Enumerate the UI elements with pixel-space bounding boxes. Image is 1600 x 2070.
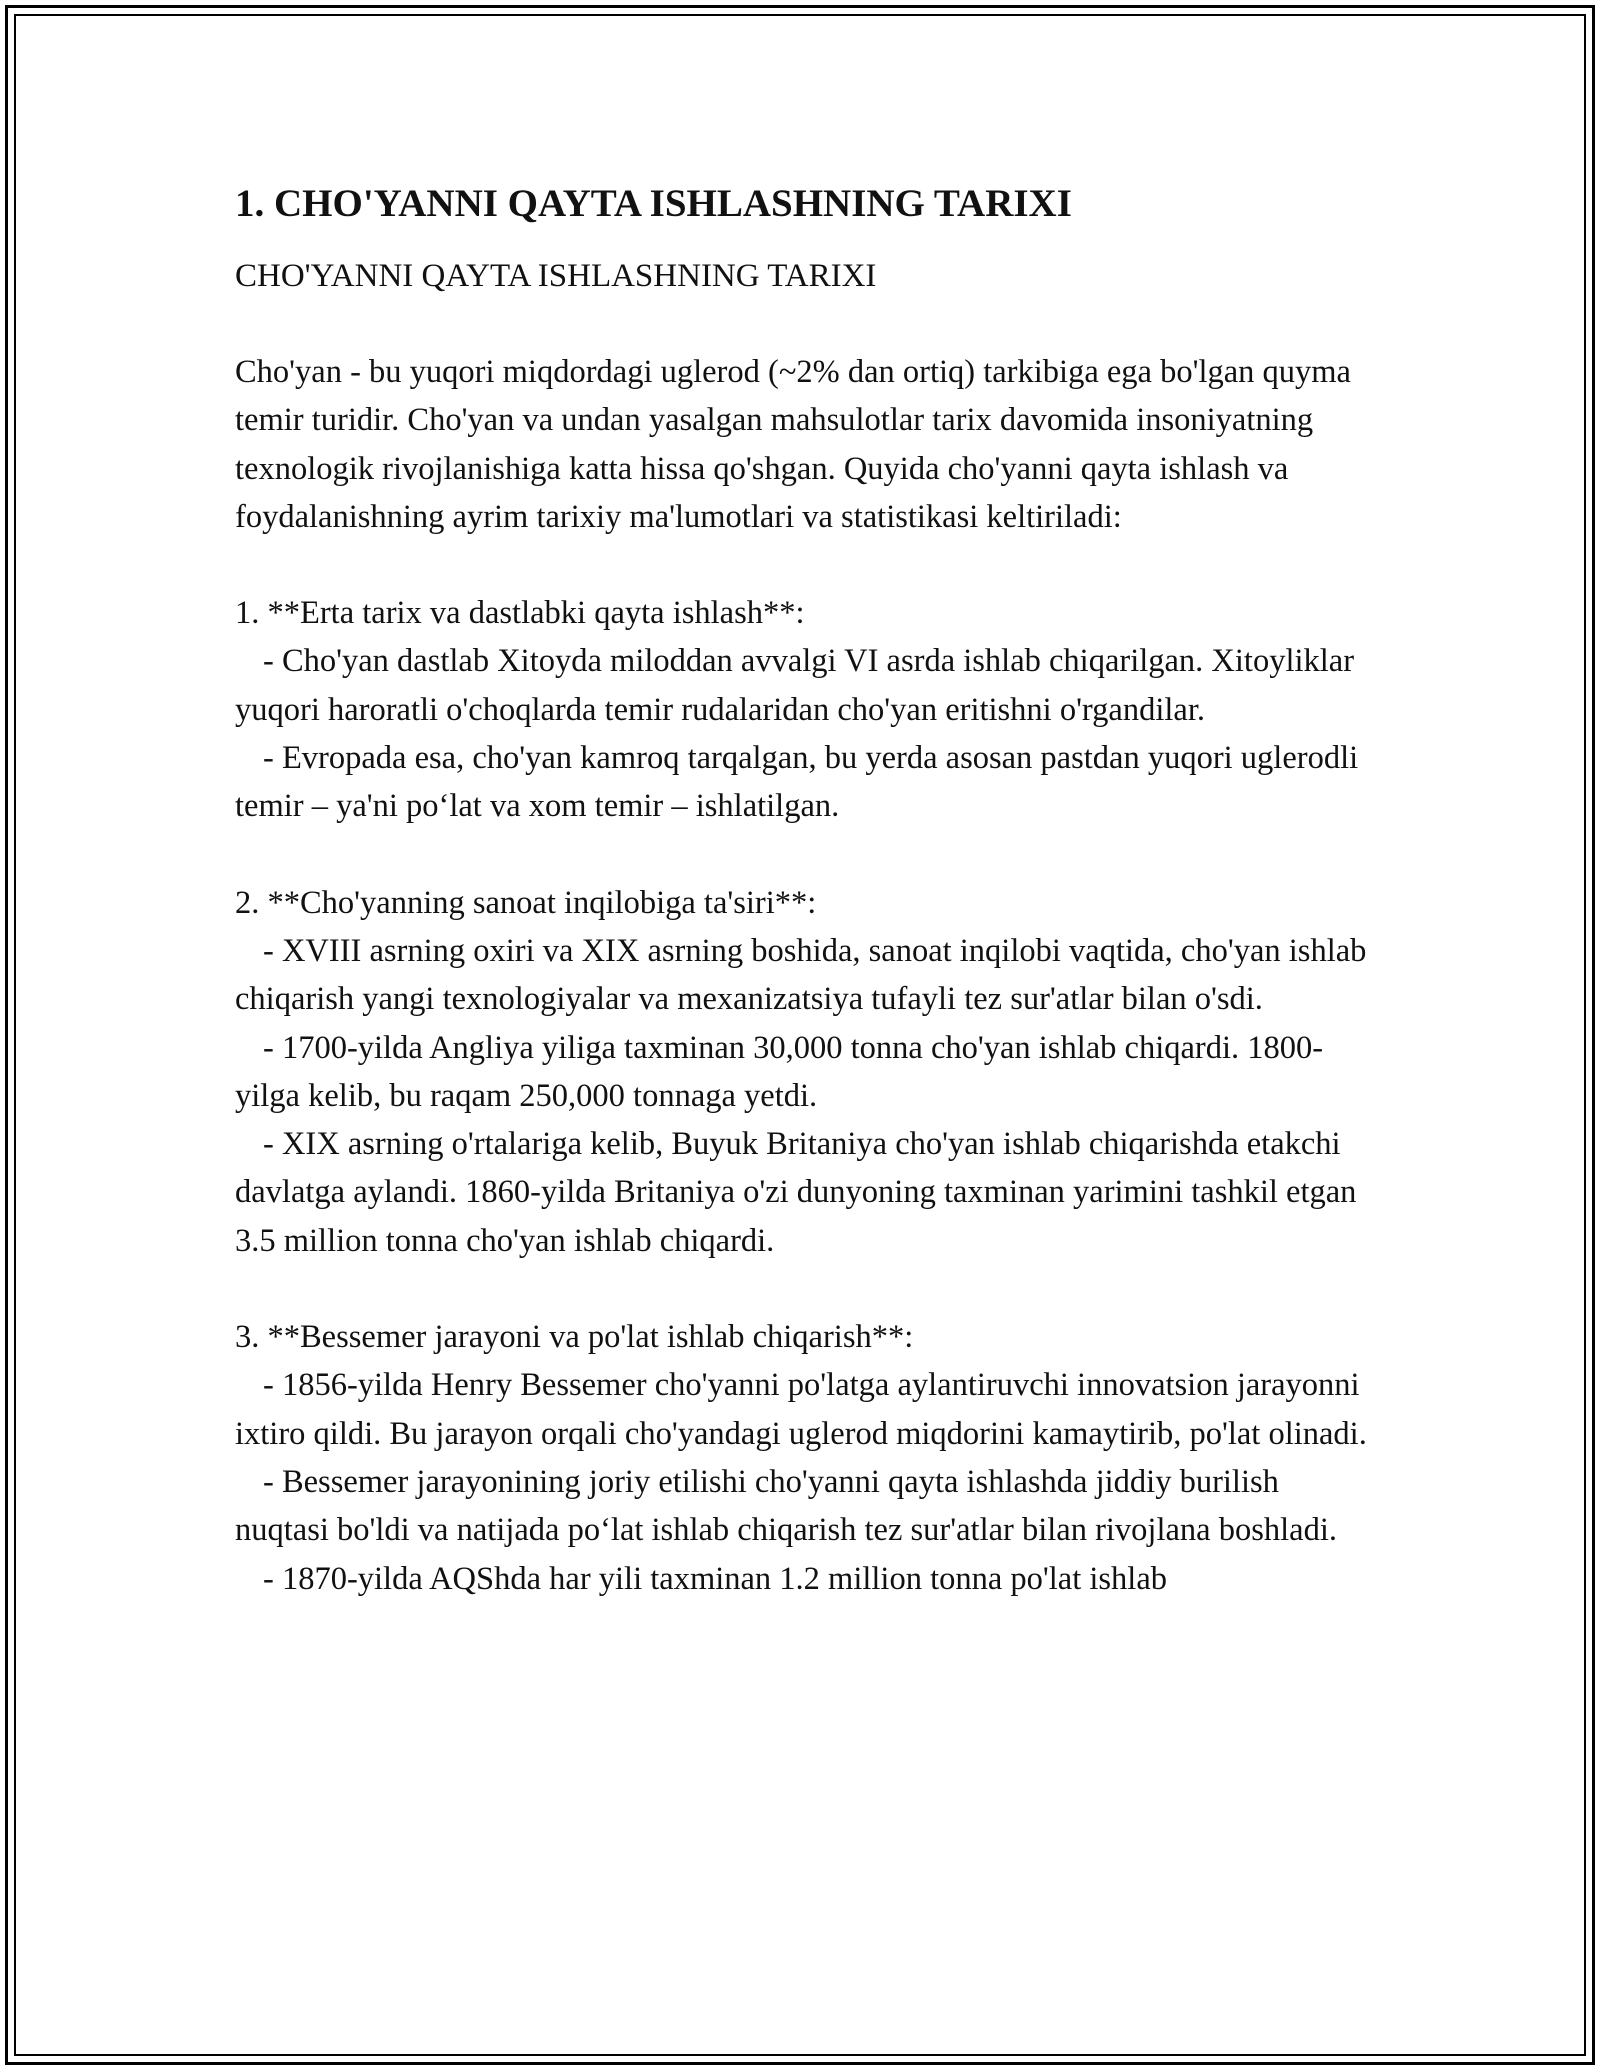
list-item: - 1870-yilda AQShda har yili taxminan 1.2 million tonna po'lat ishlab <box>263 1560 1168 1597</box>
list-item: - XVIII asrning oxiri va XIX asrning boshida, sanoat inqilobi vaqtida, cho'yan ishlab chiqarish yangi texnologiyalar va mexanizatsiya tufayli tez sur'atlar bilan o'sdi. <box>235 932 1367 1018</box>
section-heading: 2. **Cho'yanning sanoat inqilobiga ta'siri**: <box>235 884 817 921</box>
list-item: - 1856-yilda Henry Bessemer cho'yanni po'latga aylantiruvchi innovatsion jarayonni ixtiro qildi. Bu jarayon orqali cho'yandagi uglerod miqdorini kamaytirib, po'lat olinadi. <box>235 1367 1367 1452</box>
section-heading: 1. **Erta tarix va dastlabki qayta ishlash**: <box>235 595 805 632</box>
list-item: - Evropada esa, cho'yan kamroq tarqalgan, bu yerda asosan pastdan yuqori uglerodli temir – ya'ni po‘lat va xom temir – ishlatilgan. <box>235 740 1359 825</box>
section-industrial-revolution <box>235 879 1375 1265</box>
list-item: - 1700-yilda Angliya yiliga taxminan 30,000 tonna cho'yan ishlab chiqardi. 1800-yilga kelib, bu raqam 250,000 tonnaga yetdi. <box>235 1029 1324 1114</box>
document-body <box>235 180 1375 1651</box>
document-subtitle: CHO'YANNI QAYTA ISHLASHNING TARIXI <box>235 258 877 294</box>
section-early-history <box>235 589 1375 830</box>
list-item: - XIX asrning o'rtalariga kelib, Buyuk Britaniya cho'yan ishlab chiqarishda etakchi davlatga aylandi. 1860-yilda Britaniya o'zi dunyoning taxminan yarimini tashkil etgan 3.5 million tonna cho'yan ishlab chiqardi. <box>235 1126 1357 1259</box>
list-item: - Bessemer jarayonining joriy etilishi cho'yanni qayta ishlashda jiddiy burilish nuqtasi bo'ldi va natijada po‘lat ishlab chiqarish tez sur'atlar bilan rivojlana boshladi. <box>235 1463 1337 1549</box>
section-heading: 3. **Bessemer jarayoni va po'lat ishlab chiqarish**: <box>235 1319 914 1356</box>
section-bessemer-process <box>235 1313 1375 1603</box>
intro-paragraph: Cho'yan - bu yuqori miqdordagi uglerod (~2% dan ortiq) tarkibiga ega bo'lgan quyma temir turidir. Cho'yan va undan yasalgan mahsulotlar tarix davomida insoniyatning texnologik rivojlanishiga katta hissa qo'shgan. Quyida cho'yanni qayta ishlash va foydalanishning ayrim tarixiy ma'lumotlari va statistikasi keltiriladi: <box>235 354 1351 535</box>
document-title: 1. CHO'YANNI QAYTA ISHLASHNING TARIXI <box>235 182 1072 225</box>
list-item: - Cho'yan dastlab Xitoyda miloddan avvalgi VI asrda ishlab chiqarilgan. Xitoyliklar yuqori haroratli o'choqlarda temir rudalaridan cho'yan eritishni o'rgandilar. <box>235 643 1355 728</box>
